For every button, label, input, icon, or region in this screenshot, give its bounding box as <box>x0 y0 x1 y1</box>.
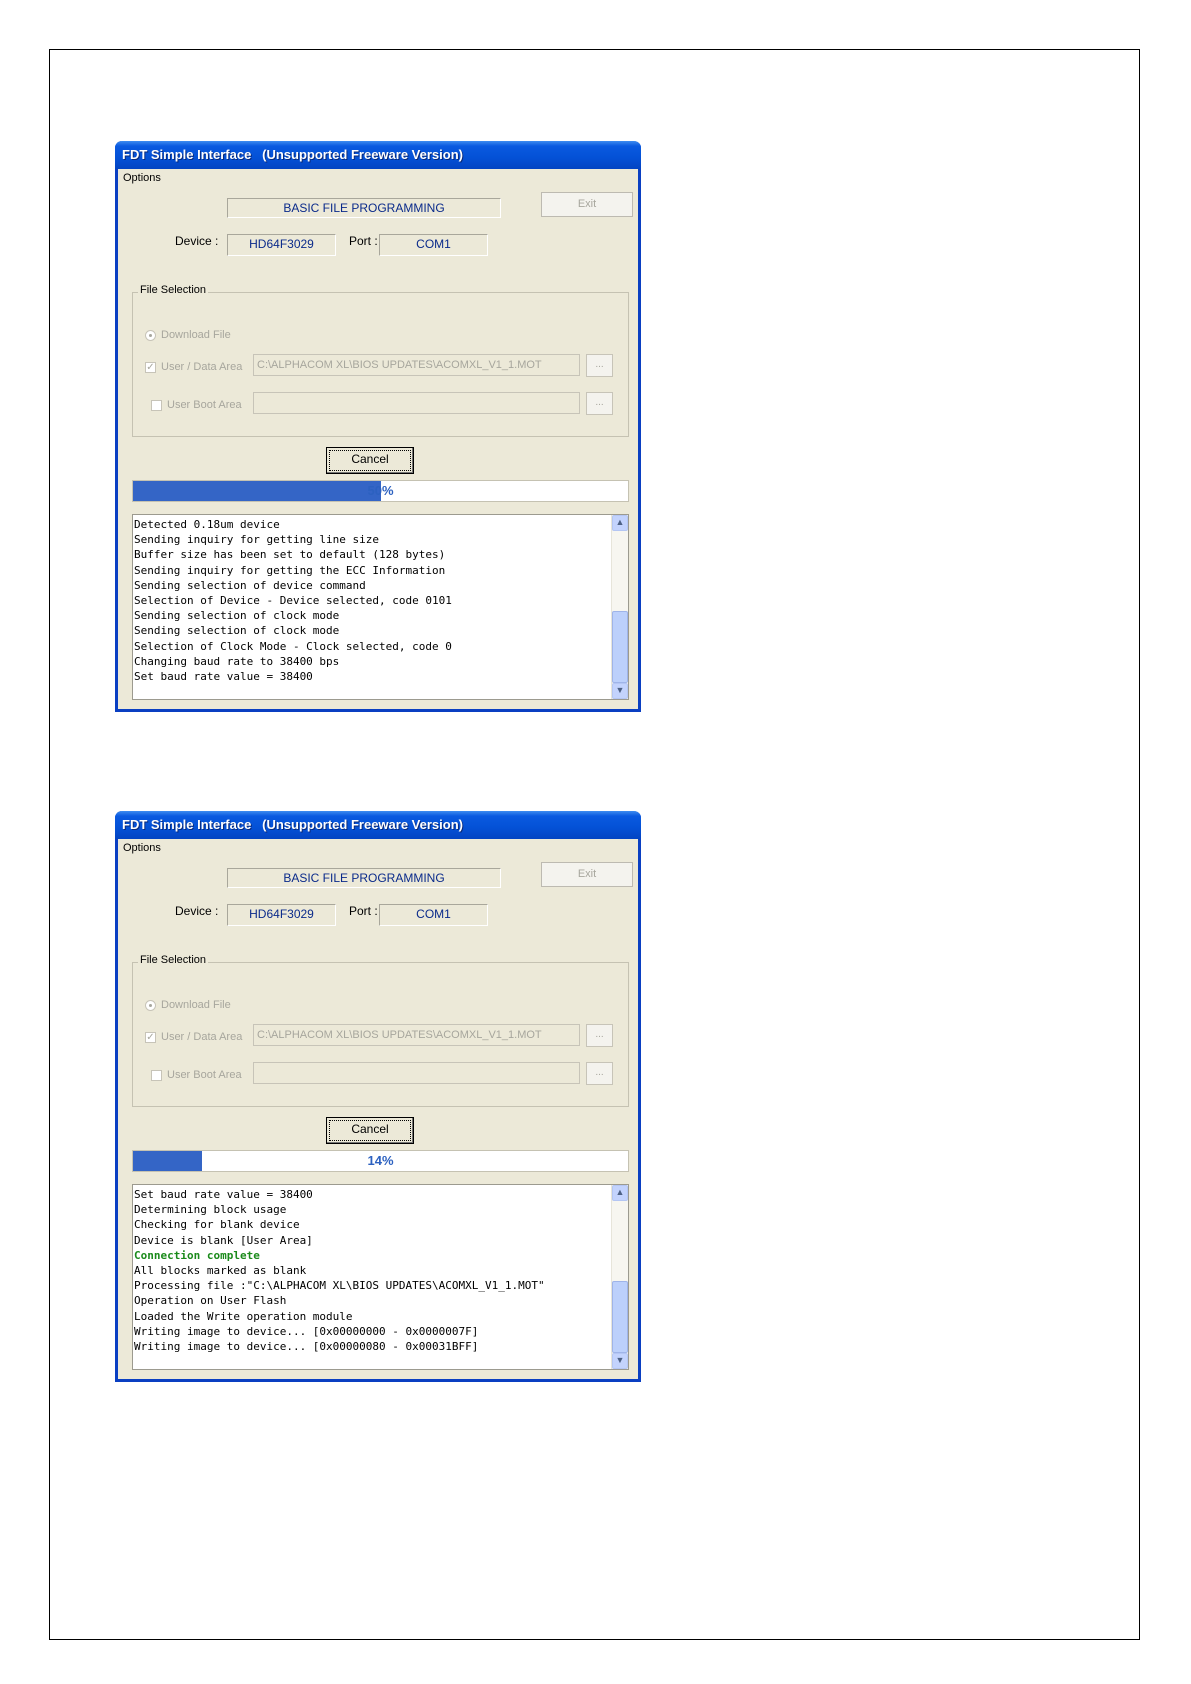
port-value: COM1 <box>379 234 488 256</box>
progress-bar <box>132 1150 629 1172</box>
log-line: Operation on User Flash <box>134 1294 287 1308</box>
window-title[interactable]: FDT Simple Interface (Unsupported Freeware Version) <box>115 141 641 169</box>
log-line: Device is blank [User Area] <box>134 1233 313 1247</box>
log-line: Selection of Device - Device selected, code 0101 <box>134 594 452 608</box>
user-boot-area-checkbox[interactable] <box>151 400 162 411</box>
log-line: Changing baud rate to 38400 bps <box>134 654 340 668</box>
user-boot-area-label: User Boot Area <box>167 1069 242 1081</box>
download-file-radio[interactable] <box>145 1000 156 1011</box>
menu-options[interactable]: Options <box>123 172 161 184</box>
log-lines <box>134 517 610 684</box>
user-boot-area-label: User Boot Area <box>167 399 242 411</box>
log-line: Checking for blank device <box>134 1218 300 1232</box>
user-data-browse-button[interactable]: ... <box>586 1024 613 1047</box>
checkmark-icon: ✓ <box>146 1032 155 1043</box>
file-selection-legend: File Selection <box>140 284 207 296</box>
log-line: Buffer size has been set to default (128 bytes) <box>134 548 446 562</box>
log-line: Set baud rate value = 38400 <box>134 1188 313 1201</box>
cancel-button[interactable]: Cancel <box>326 1117 414 1144</box>
log-scrollbar[interactable] <box>611 515 628 699</box>
port-label: Port : <box>349 904 378 918</box>
user-data-browse-button[interactable]: ... <box>586 354 613 377</box>
log-line: Sending inquiry for getting the ECC Information <box>134 563 446 577</box>
log-line: Determining block usage <box>134 1203 287 1217</box>
log-line: Sending selection of device command <box>134 578 366 592</box>
log-line: Selection of Clock Mode - Clock selected, code 0 <box>134 639 452 653</box>
log-line: Writing image to device... [0x00000000 - 0x0000007F] <box>134 1324 479 1338</box>
device-value: HD64F3029 <box>227 904 336 926</box>
log-scrollbar[interactable] <box>611 1185 628 1369</box>
user-data-area-label: User / Data Area <box>161 361 243 373</box>
mode-display: BASIC FILE PROGRAMMING <box>227 198 501 218</box>
log-line: Sending selection of clock mode <box>134 609 340 623</box>
log-line: Connection complete <box>134 1248 260 1262</box>
log-output[interactable] <box>132 1184 629 1370</box>
port-value: COM1 <box>379 904 488 926</box>
user-boot-area-path[interactable] <box>253 1062 580 1084</box>
exit-button[interactable]: Exit <box>541 862 633 887</box>
device-value: HD64F3029 <box>227 234 336 256</box>
progress-bar <box>132 480 629 502</box>
scrollbar-thumb[interactable] <box>612 611 628 683</box>
download-file-label: Download File <box>161 999 231 1011</box>
user-data-area-path[interactable]: C:\ALPHACOM XL\BIOS UPDATES\ACOMXL_V1_1.MOT <box>253 1024 580 1046</box>
user-boot-browse-button[interactable]: ... <box>586 392 613 415</box>
scrollbar-thumb[interactable] <box>612 1281 628 1353</box>
log-line: Writing image to device... [0x00000080 - 0x00031BFF] <box>134 1340 479 1354</box>
log-line: Detected 0.18um device <box>134 518 280 531</box>
chevron-down-icon[interactable]: ▼ <box>612 683 628 699</box>
progress-percent: 14% <box>367 1153 394 1168</box>
menu-options[interactable]: Options <box>123 842 161 854</box>
progress-percent: 50% <box>367 483 394 498</box>
fdt-window-1 <box>115 141 641 712</box>
file-selection-legend: File Selection <box>140 954 207 966</box>
download-file-label: Download File <box>161 329 231 341</box>
user-data-area-checkbox[interactable] <box>145 362 156 373</box>
chevron-up-icon[interactable]: ▲ <box>612 515 628 531</box>
user-data-area-checkbox[interactable] <box>145 1032 156 1043</box>
log-line: Processing file :"C:\ALPHACOM XL\BIOS UPDATES\ACOMXL_V1_1.MOT" <box>134 1279 545 1293</box>
user-boot-area-path[interactable] <box>253 392 580 414</box>
log-line: Loaded the Write operation module <box>134 1309 353 1323</box>
log-line: Sending selection of clock mode <box>134 624 340 638</box>
log-line: All blocks marked as blank <box>134 1264 307 1278</box>
menu-bar <box>118 839 638 857</box>
user-data-area-path[interactable]: C:\ALPHACOM XL\BIOS UPDATES\ACOMXL_V1_1.MOT <box>253 354 580 376</box>
log-output[interactable] <box>132 514 629 700</box>
log-line: Set baud rate value = 38400 <box>134 670 313 684</box>
user-boot-area-checkbox[interactable] <box>151 1070 162 1081</box>
mode-display: BASIC FILE PROGRAMMING <box>227 868 501 888</box>
window-title[interactable]: FDT Simple Interface (Unsupported Freeware Version) <box>115 811 641 839</box>
menu-bar <box>118 169 638 187</box>
device-label: Device : <box>175 904 219 918</box>
log-lines <box>134 1187 610 1354</box>
exit-button[interactable]: Exit <box>541 192 633 217</box>
device-label: Device : <box>175 234 219 248</box>
user-boot-browse-button[interactable]: ... <box>586 1062 613 1085</box>
chevron-up-icon[interactable]: ▲ <box>612 1185 628 1201</box>
fdt-window-2 <box>115 811 641 1382</box>
user-data-area-label: User / Data Area <box>161 1031 243 1043</box>
log-line: Sending inquiry for getting line size <box>134 533 380 547</box>
port-label: Port : <box>349 234 378 248</box>
cancel-button[interactable]: Cancel <box>326 447 414 474</box>
download-file-radio[interactable] <box>145 330 156 341</box>
checkmark-icon: ✓ <box>146 362 155 373</box>
chevron-down-icon[interactable]: ▼ <box>612 1353 628 1369</box>
